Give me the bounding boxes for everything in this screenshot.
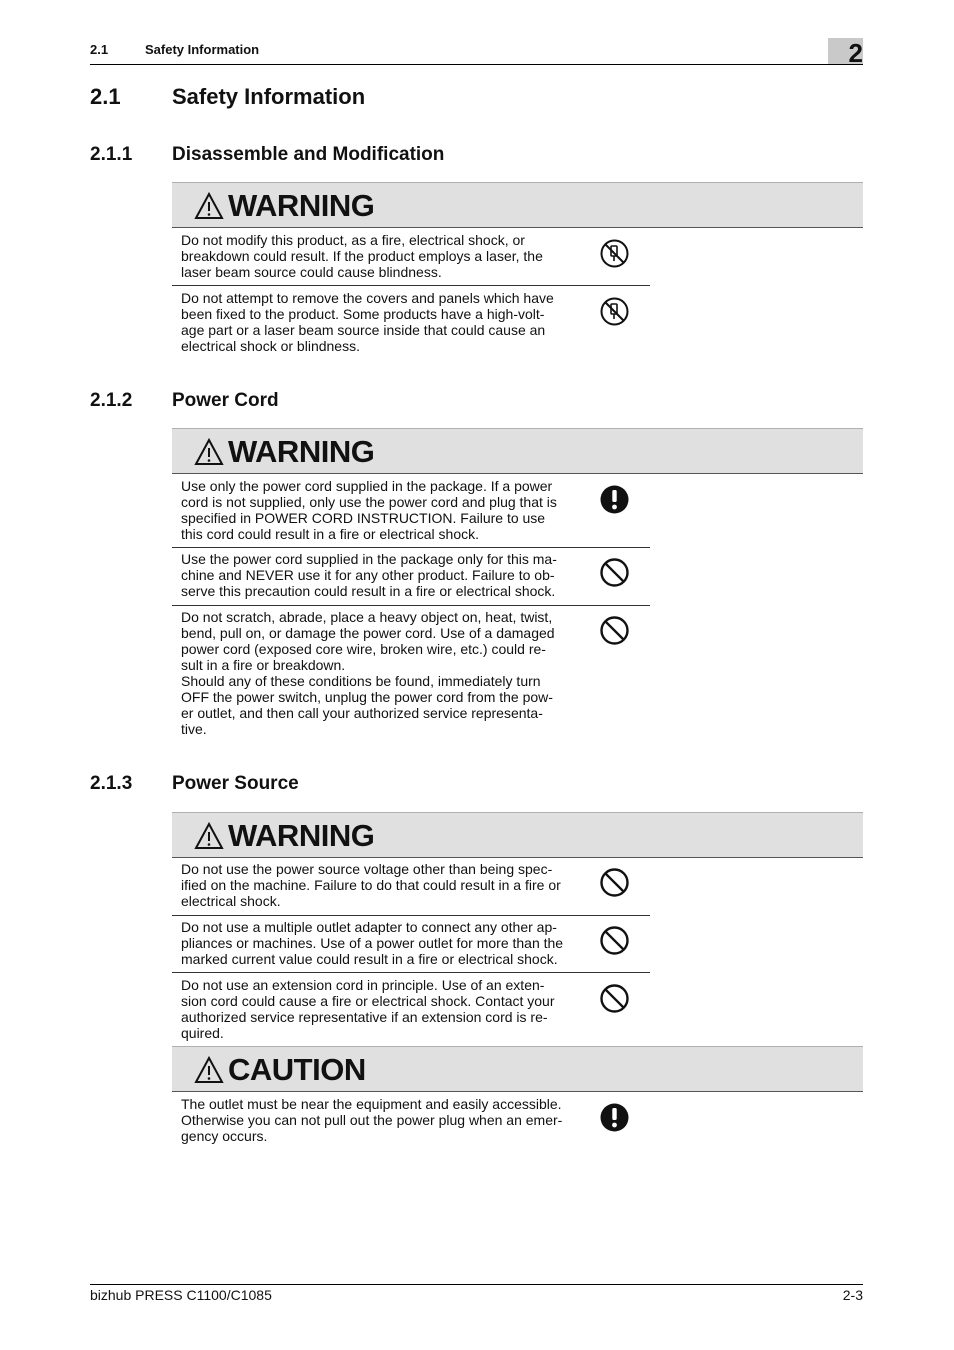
prohibited-icon: [599, 867, 630, 898]
row-divider: [172, 972, 650, 973]
warning-triangle-icon: [194, 1056, 224, 1084]
safety-statement: The outlet must be near the equipment and easily accessible. Otherwise you can not pull out the power plug when an emer- gency occurs.: [181, 1096, 563, 1144]
no-disassembly-icon: [599, 238, 630, 269]
safety-statement: Do not attempt to remove the covers and panels which have been fixed to the product. Some products have a high-volt- age part or a laser beam source inside that could cause an electrical shock or blindness.: [181, 290, 554, 354]
warning-header: [172, 812, 863, 858]
mandatory-action-icon: [599, 1102, 630, 1133]
row-divider: [172, 285, 650, 286]
safety-statement: Do not modify this product, as a fire, electrical shock, or breakdown could result. If the product employs a laser, the laser beam source could cause blindness.: [181, 232, 543, 280]
prohibited-icon: [599, 983, 630, 1014]
footer-page-number: 2-3: [842, 1287, 863, 1303]
header-section-title: Safety Information: [145, 42, 260, 57]
safety-statement: Use the power cord supplied in the package only for this ma- chine and NEVER use it for any other product. Failure to ob- serve this precaution could result in a fire or electrical shock.: [181, 551, 557, 599]
caution-header: [172, 1046, 863, 1092]
row-divider: [172, 915, 650, 916]
header-rule: [90, 64, 863, 65]
warning-triangle-icon: [194, 438, 224, 466]
warning-triangle-icon: [194, 192, 224, 220]
header-section-number: 2.1: [90, 42, 109, 57]
subsection-number: 2.1.3: [90, 773, 133, 794]
warning-label: WARNING: [228, 188, 375, 223]
prohibited-icon: [599, 615, 630, 646]
subsection-title: Power Source: [172, 773, 299, 794]
no-disassembly-icon: [599, 296, 630, 327]
chapter-number: 2: [848, 38, 863, 68]
safety-statement: Do not use the power source voltage other than being spec- ified on the machine. Failure to do that could result in a fire or electrical shock.: [181, 861, 561, 909]
caution-label: CAUTION: [228, 1052, 366, 1087]
prohibited-icon: [599, 557, 630, 588]
warning-triangle-icon: [194, 822, 224, 850]
row-divider: [172, 605, 650, 606]
warning-label: WARNING: [228, 434, 375, 469]
mandatory-action-icon: [599, 484, 630, 515]
page-title-number: 2.1: [90, 84, 121, 109]
warning-label: WARNING: [228, 818, 375, 853]
subsection-title: Disassemble and Modification: [172, 144, 445, 165]
subsection-title: Power Cord: [172, 390, 279, 411]
prohibited-icon: [599, 925, 630, 956]
safety-statement: Do not use a multiple outlet adapter to connect any other ap- pliances or machines. Use of a power outlet for more than the marked current value could result in a fire or electrical shock.: [181, 919, 564, 967]
safety-statement: Do not scratch, abrade, place a heavy object on, heat, twist, bend, pull on, or damage the power cord. Use of a damaged power cord (exposed core wire, broken wire, etc.) could re- sult in a fire or breakdown. Should any of these conditions be found, immediately turn OFF the power switch, unplug the power cord from the pow- er outlet, and then call your authorized service representa- tive.: [181, 609, 555, 737]
warning-header: [172, 182, 863, 228]
subsection-number: 2.1.1: [90, 144, 133, 165]
safety-statement: Do not use an extension cord in principle. Use of an exten- sion cord could cause a fire or electrical shock. Contact your authorized service representative if an extension cord is re- quired.: [181, 977, 555, 1041]
page-title: Safety Information: [172, 84, 366, 109]
subsection-number: 2.1.2: [90, 390, 133, 411]
safety-statement: Use only the power cord supplied in the package. If a power cord is not supplied, only use the power cord and plug that is specified in POWER CORD INSTRUCTION. Failure to use this cord could result in a fire or electrical shock.: [181, 478, 557, 542]
footer-rule: [90, 1284, 863, 1285]
warning-header: [172, 428, 863, 474]
row-divider: [172, 547, 650, 548]
footer-product-name: bizhub PRESS C1100/C1085: [90, 1287, 272, 1303]
